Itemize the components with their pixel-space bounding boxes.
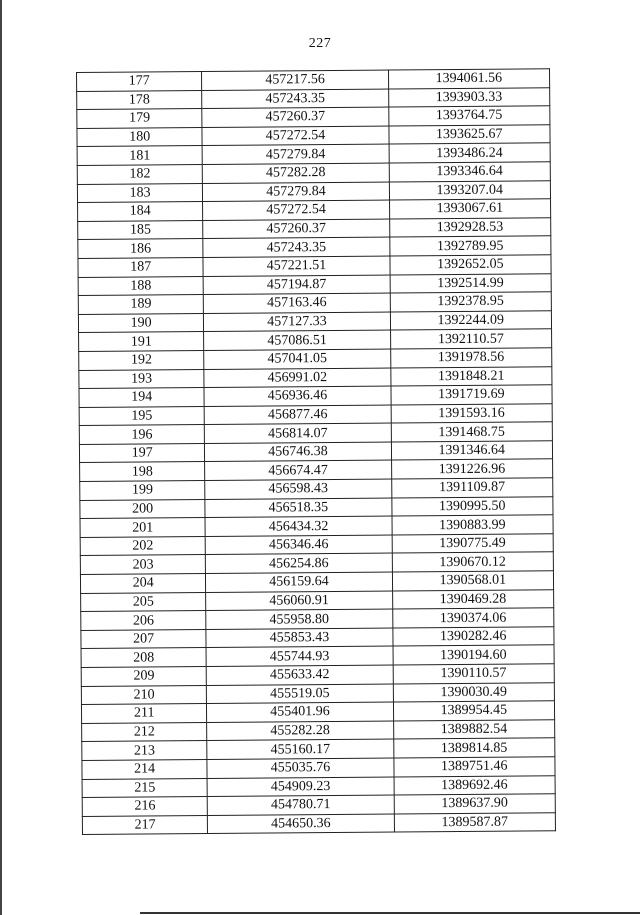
x-coordinate-cell: 456877.46 xyxy=(204,405,390,425)
point-number-cell: 185 xyxy=(78,220,204,240)
y-coordinate-cell: 1391226.96 xyxy=(391,459,553,479)
coordinates-table xyxy=(76,68,556,835)
y-coordinate-cell: 1390883.99 xyxy=(392,515,554,535)
y-coordinate-cell: 1392514.99 xyxy=(390,273,552,293)
x-coordinate-cell: 457163.46 xyxy=(204,293,390,313)
y-coordinate-cell: 1390030.49 xyxy=(393,682,555,702)
point-number-cell: 206 xyxy=(81,611,207,631)
y-coordinate-cell: 1391109.87 xyxy=(391,478,553,498)
x-coordinate-cell: 454650.36 xyxy=(208,814,394,834)
x-coordinate-cell: 454780.71 xyxy=(208,795,394,815)
x-coordinate-cell: 457243.35 xyxy=(202,89,388,109)
y-coordinate-cell: 1389692.46 xyxy=(394,775,556,795)
y-coordinate-cell: 1393486.24 xyxy=(389,143,551,163)
x-coordinate-cell: 457279.84 xyxy=(202,144,388,164)
x-coordinate-cell: 454909.23 xyxy=(207,777,393,797)
x-coordinate-cell: 455160.17 xyxy=(207,739,393,759)
scan-left-edge xyxy=(0,0,2,915)
point-number-cell: 186 xyxy=(78,239,204,259)
point-number-cell: 216 xyxy=(82,797,208,817)
point-number-cell: 208 xyxy=(81,648,207,668)
point-number-cell: 192 xyxy=(79,350,205,370)
point-number-cell: 201 xyxy=(80,518,206,538)
y-coordinate-cell: 1390194.60 xyxy=(393,645,555,665)
y-coordinate-cell: 1389954.45 xyxy=(393,701,555,721)
point-number-cell: 193 xyxy=(79,369,205,389)
point-number-cell: 205 xyxy=(81,592,207,612)
y-coordinate-cell: 1390568.01 xyxy=(392,571,554,591)
point-number-cell: 213 xyxy=(82,741,208,761)
point-number-cell: 200 xyxy=(80,499,206,519)
y-coordinate-cell: 1390282.46 xyxy=(392,627,554,647)
x-coordinate-cell: 455958.80 xyxy=(206,609,392,629)
x-coordinate-cell: 455633.42 xyxy=(207,665,393,685)
y-coordinate-cell: 1393625.67 xyxy=(389,125,551,145)
y-coordinate-cell: 1389751.46 xyxy=(393,757,555,777)
x-coordinate-cell: 455401.96 xyxy=(207,702,393,722)
scan-bottom-edge xyxy=(140,912,640,914)
x-coordinate-cell: 456674.47 xyxy=(205,461,391,481)
y-coordinate-cell: 1392110.57 xyxy=(390,329,552,349)
page-number: 227 xyxy=(308,36,332,51)
point-number-cell: 202 xyxy=(80,536,206,556)
x-coordinate-cell: 457279.84 xyxy=(203,182,389,202)
x-coordinate-cell: 455853.43 xyxy=(206,628,392,648)
point-number-cell: 207 xyxy=(81,629,207,649)
x-coordinate-cell: 455035.76 xyxy=(207,758,393,778)
y-coordinate-cell: 1389882.54 xyxy=(393,720,555,740)
point-number-cell: 177 xyxy=(77,72,203,92)
x-coordinate-cell: 457260.37 xyxy=(203,219,389,239)
x-coordinate-cell: 456346.46 xyxy=(206,535,392,555)
x-coordinate-cell: 456159.64 xyxy=(206,572,392,592)
x-coordinate-cell: 457272.54 xyxy=(203,200,389,220)
y-coordinate-cell: 1390374.06 xyxy=(392,608,554,628)
y-coordinate-cell: 1389587.87 xyxy=(394,813,556,833)
point-number-cell: 197 xyxy=(79,443,205,463)
point-number-cell: 179 xyxy=(77,109,203,129)
y-coordinate-cell: 1390995.50 xyxy=(391,496,553,516)
point-number-cell: 184 xyxy=(78,202,204,222)
y-coordinate-cell: 1391978.56 xyxy=(390,348,552,368)
x-coordinate-cell: 457194.87 xyxy=(203,275,389,295)
point-number-cell: 194 xyxy=(79,388,205,408)
x-coordinate-cell: 457127.33 xyxy=(204,312,390,332)
x-coordinate-cell: 456254.86 xyxy=(206,553,392,573)
x-coordinate-cell: 457260.37 xyxy=(202,107,388,127)
point-number-cell: 180 xyxy=(77,127,203,147)
y-coordinate-cell: 1390670.12 xyxy=(392,552,554,572)
point-number-cell: 190 xyxy=(78,313,204,333)
point-number-cell: 182 xyxy=(77,164,203,184)
point-number-cell: 178 xyxy=(77,90,203,110)
point-number-cell: 181 xyxy=(77,146,203,166)
y-coordinate-cell: 1390110.57 xyxy=(393,664,555,684)
point-number-cell: 191 xyxy=(79,332,205,352)
y-coordinate-cell: 1391593.16 xyxy=(391,403,553,423)
x-coordinate-cell: 456814.07 xyxy=(205,423,391,443)
y-coordinate-cell: 1389637.90 xyxy=(394,794,556,814)
point-number-cell: 209 xyxy=(81,666,207,686)
y-coordinate-cell: 1391346.64 xyxy=(391,441,553,461)
y-coordinate-cell: 1390469.28 xyxy=(392,589,554,609)
point-number-cell: 183 xyxy=(77,183,203,203)
y-coordinate-cell: 1392789.95 xyxy=(389,236,551,256)
x-coordinate-cell: 456991.02 xyxy=(204,368,390,388)
point-number-cell: 217 xyxy=(82,815,208,835)
x-coordinate-cell: 456518.35 xyxy=(205,498,391,518)
point-number-cell: 210 xyxy=(81,685,207,705)
y-coordinate-cell: 1393067.61 xyxy=(389,199,551,219)
x-coordinate-cell: 455744.93 xyxy=(206,646,392,666)
point-number-cell: 189 xyxy=(78,295,204,315)
point-number-cell: 188 xyxy=(78,276,204,296)
x-coordinate-cell: 456434.32 xyxy=(205,516,391,536)
y-coordinate-cell: 1393207.04 xyxy=(389,180,551,200)
point-number-cell: 196 xyxy=(79,425,205,445)
x-coordinate-cell: 457221.51 xyxy=(203,256,389,276)
x-coordinate-cell: 456060.91 xyxy=(206,591,392,611)
x-coordinate-cell: 457243.35 xyxy=(203,237,389,257)
x-coordinate-cell: 456936.46 xyxy=(204,386,390,406)
y-coordinate-cell: 1394061.56 xyxy=(388,69,550,89)
point-number-cell: 204 xyxy=(80,574,206,594)
x-coordinate-cell: 457282.28 xyxy=(203,163,389,183)
point-number-cell: 214 xyxy=(82,759,208,779)
point-number-cell: 211 xyxy=(81,704,207,724)
x-coordinate-cell: 456746.38 xyxy=(205,442,391,462)
x-coordinate-cell: 457272.54 xyxy=(202,126,388,146)
point-number-cell: 187 xyxy=(78,257,204,277)
y-coordinate-cell: 1391848.21 xyxy=(390,366,552,386)
point-number-cell: 195 xyxy=(79,406,205,426)
y-coordinate-cell: 1392378.95 xyxy=(390,292,552,312)
y-coordinate-cell: 1392928.53 xyxy=(389,218,551,238)
y-coordinate-cell: 1392244.09 xyxy=(390,310,552,330)
y-coordinate-cell: 1393346.64 xyxy=(389,162,551,182)
y-coordinate-cell: 1391719.69 xyxy=(391,385,553,405)
point-number-cell: 212 xyxy=(82,722,208,742)
y-coordinate-cell: 1392652.05 xyxy=(390,255,552,275)
x-coordinate-cell: 455519.05 xyxy=(207,684,393,704)
y-coordinate-cell: 1390775.49 xyxy=(392,534,554,554)
x-coordinate-cell: 457041.05 xyxy=(204,349,390,369)
y-coordinate-cell: 1389814.85 xyxy=(393,738,555,758)
point-number-cell: 199 xyxy=(80,481,206,501)
x-coordinate-cell: 455282.28 xyxy=(207,721,393,741)
coordinates-table-body xyxy=(77,69,556,835)
table-row xyxy=(82,813,555,835)
y-coordinate-cell: 1391468.75 xyxy=(391,422,553,442)
point-number-cell: 215 xyxy=(82,778,208,798)
y-coordinate-cell: 1393903.33 xyxy=(388,87,550,107)
point-number-cell: 198 xyxy=(80,462,206,482)
x-coordinate-cell: 456598.43 xyxy=(205,479,391,499)
y-coordinate-cell: 1393764.75 xyxy=(388,106,550,126)
x-coordinate-cell: 457086.51 xyxy=(204,330,390,350)
point-number-cell: 203 xyxy=(80,555,206,575)
x-coordinate-cell: 457217.56 xyxy=(202,70,388,90)
